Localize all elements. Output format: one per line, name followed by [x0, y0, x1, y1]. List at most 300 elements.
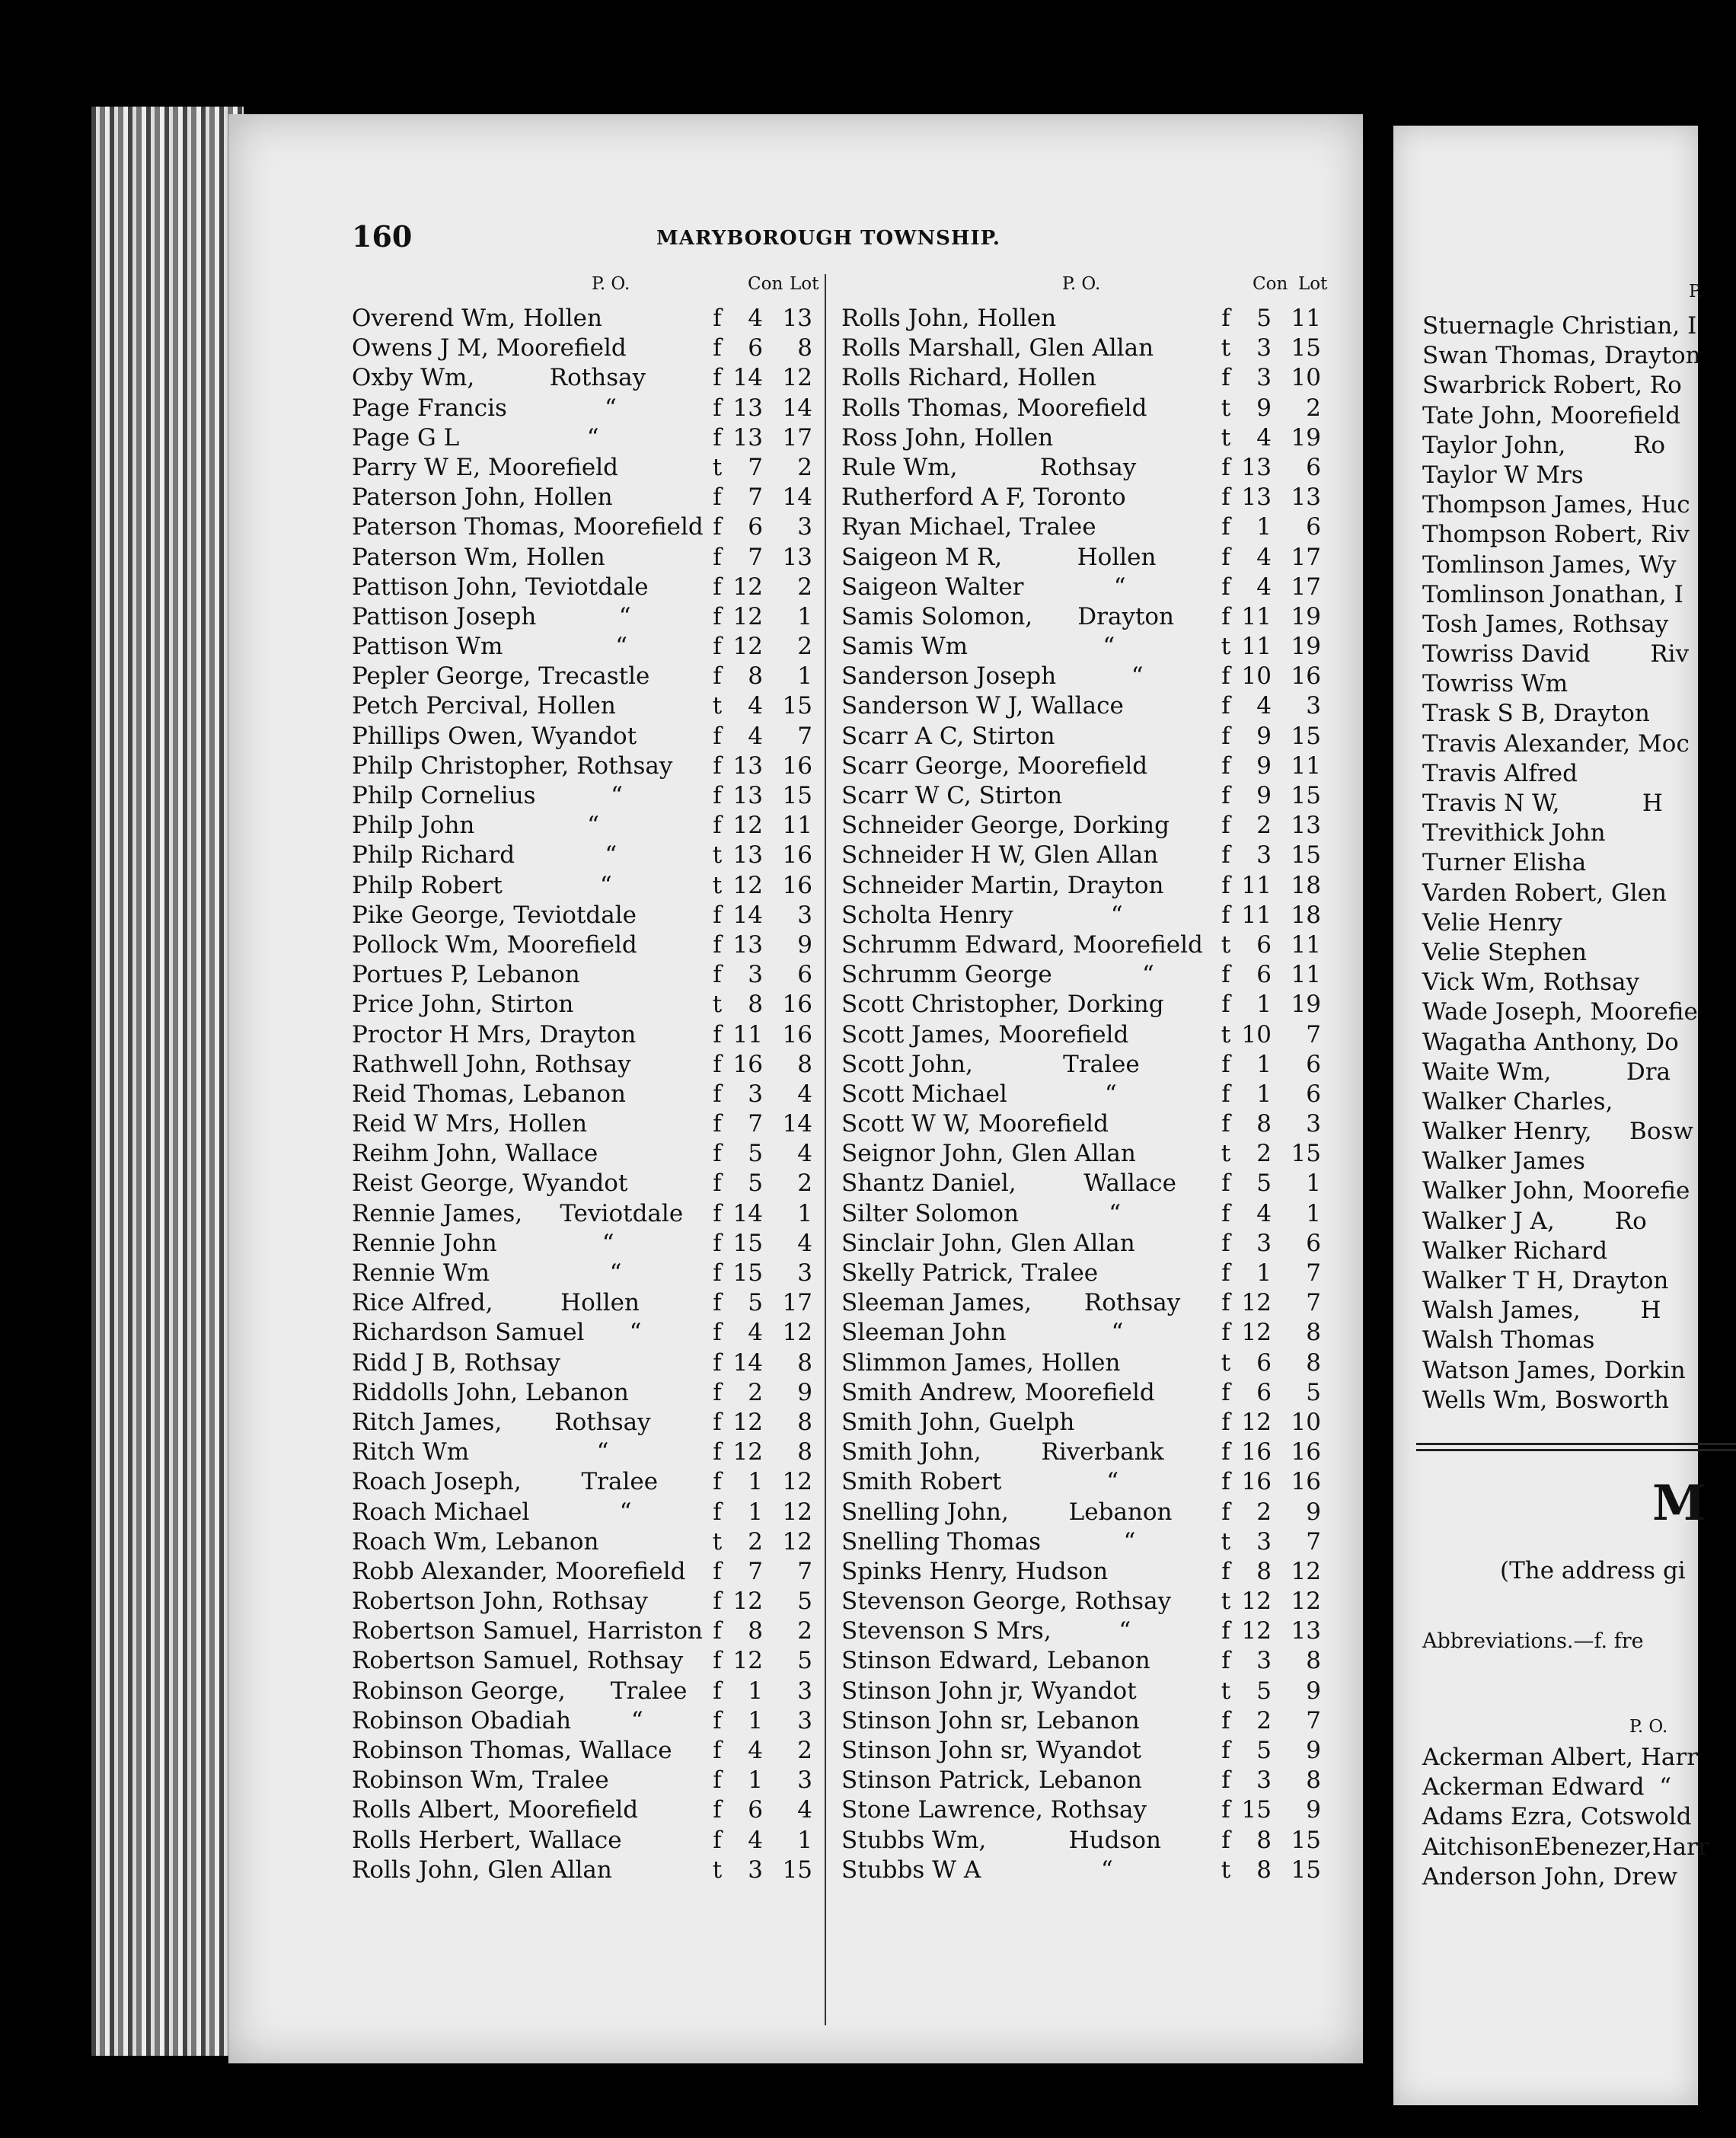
concession-number: 12: [732, 1408, 763, 1436]
column-divider: [825, 274, 826, 2025]
entry-name: Paterson Thomas, Moorefield: [352, 513, 704, 541]
tenure-code: f: [713, 1080, 722, 1108]
directory-entry: [352, 513, 824, 543]
lot-number: 2: [797, 573, 812, 601]
entry-name: Velie Henry: [1422, 908, 1562, 937]
book-spine: [91, 107, 244, 2056]
tenure-code: f: [713, 1140, 722, 1168]
lot-number: 11: [1291, 930, 1321, 959]
entry-name: Price John, Stirton: [352, 991, 574, 1019]
directory-entry: [352, 782, 824, 812]
concession-number: 12: [732, 812, 763, 840]
tenure-code: f: [713, 812, 722, 840]
directory-entry: [352, 1438, 824, 1468]
lot-number: 4: [797, 1796, 812, 1824]
concession-number: 13: [732, 930, 763, 959]
concession-number: 4: [748, 305, 763, 332]
concession-number: 10: [1241, 662, 1272, 691]
directory-entry: [841, 782, 1344, 812]
lot-number: 3: [797, 1677, 812, 1705]
entry-name: Robinson George, Tralee: [352, 1677, 688, 1705]
entry-name: Tate John, Moorefield: [1422, 401, 1681, 429]
tenure-code: f: [1221, 662, 1230, 691]
left-page: [228, 114, 1363, 2063]
lot-number: 11: [782, 812, 812, 840]
right-page-partial: [1393, 126, 1709, 2105]
entry-name: Paterson John, Hollen: [352, 483, 613, 512]
lot-number: 17: [1291, 573, 1321, 601]
directory-entry: [841, 841, 1344, 871]
tenure-code: f: [1221, 1498, 1230, 1526]
entry-name: Walker James: [1422, 1147, 1585, 1176]
concession-number: 11: [1241, 633, 1272, 661]
concession-number: 1: [748, 1498, 763, 1526]
concession-number: 7: [748, 483, 763, 512]
directory-entry: [352, 1230, 824, 1259]
lot-number: 2: [1306, 394, 1321, 422]
entry-name: Tomlinson Jonathan, I: [1422, 580, 1683, 608]
lot-number: 7: [1306, 1289, 1321, 1317]
directory-entry: [1422, 700, 1727, 729]
tenure-code: f: [713, 901, 722, 929]
entry-name: Turner Elisha: [1422, 849, 1587, 877]
concession-number: 1: [748, 1706, 763, 1734]
entry-name: Reist George, Wyandot: [352, 1170, 628, 1198]
tenure-code: f: [1221, 1199, 1230, 1227]
lot-number: 7: [797, 722, 812, 750]
directory-entry: [352, 1737, 824, 1766]
concession-number: 11: [732, 1020, 763, 1048]
concession-number: 4: [1256, 692, 1272, 720]
directory-entry: [841, 991, 1344, 1020]
tenure-code: f: [1221, 782, 1230, 809]
tenure-code: t: [1221, 633, 1231, 661]
section-letter: M: [1652, 1475, 1706, 1532]
entry-name: Reid Thomas, Lebanon: [352, 1080, 626, 1108]
lot-number: 17: [782, 1289, 812, 1317]
directory-entry: [841, 334, 1344, 364]
lot-number: 15: [1291, 841, 1321, 870]
column-header: [1422, 282, 1727, 312]
concession-number: 12: [1241, 1617, 1272, 1645]
entry-name: Stinson Patrick, Lebanon: [841, 1766, 1142, 1795]
tenure-code: f: [1221, 1468, 1230, 1496]
directory-entry: [1422, 819, 1727, 849]
tenure-code: f: [713, 1468, 722, 1496]
lot-number: 18: [1291, 871, 1321, 899]
lot-number: 8: [1306, 1766, 1321, 1795]
directory-entry: [841, 1319, 1344, 1348]
directory-entry: [352, 573, 824, 603]
directory-entry: [841, 1051, 1344, 1080]
directory-entry: [841, 1827, 1344, 1856]
tenure-code: f: [713, 513, 722, 541]
directory-entry: [841, 1349, 1344, 1379]
entry-name: Portues P, Lebanon: [352, 961, 580, 989]
page-header: [352, 219, 1357, 257]
entry-name: Scarr W C, Stirton: [841, 782, 1063, 809]
tenure-code: t: [712, 841, 723, 870]
directory-column-right: [841, 274, 1344, 1886]
directory-entry: [841, 364, 1344, 394]
tenure-code: f: [713, 1826, 722, 1854]
tenure-code: f: [713, 394, 722, 422]
tenure-code: f: [713, 1677, 722, 1705]
section-rule: [1416, 1443, 1736, 1445]
directory-entry: [841, 1528, 1344, 1558]
directory-entry: [1422, 670, 1727, 700]
concession-number: 14: [732, 364, 763, 392]
directory-entry: [1422, 551, 1727, 581]
entry-name: Scott W W, Moorefield: [841, 1110, 1109, 1138]
concession-number: 13: [732, 751, 763, 780]
lot-number: 19: [1291, 991, 1321, 1019]
entry-name: Sanderson W J, Wallace: [841, 692, 1124, 720]
concession-number: 8: [748, 991, 763, 1019]
directory-entry: [352, 1021, 824, 1051]
entry-name: Travis Alexander, Moc: [1422, 729, 1690, 758]
entry-name: Wagatha Anthony, Do: [1422, 1028, 1679, 1056]
concession-number: 12: [732, 573, 763, 601]
tenure-code: f: [1221, 812, 1230, 840]
lot-number: 8: [1306, 1647, 1321, 1675]
address-note: (The address gi: [1500, 1557, 1686, 1584]
tenure-code: f: [713, 1706, 722, 1734]
entry-name: Robertson John, Rothsay: [352, 1588, 648, 1616]
concession-number: 4: [748, 1826, 763, 1854]
directory-entry: [1422, 849, 1727, 879]
tenure-code: f: [713, 633, 722, 661]
tenure-code: f: [1221, 483, 1230, 512]
tenure-code: f: [1221, 991, 1230, 1019]
tenure-code: f: [713, 1289, 722, 1317]
directory-entry: [841, 692, 1344, 722]
concession-number: 13: [732, 841, 763, 870]
entry-name: Stevenson S Mrs, “: [841, 1617, 1131, 1645]
entry-name: Stuernagle Christian, I: [1422, 312, 1697, 340]
directory-entry: [1422, 1029, 1727, 1058]
tenure-code: f: [1221, 1796, 1230, 1824]
concession-number: 7: [748, 1110, 763, 1138]
directory-entry: [352, 1498, 824, 1528]
directory-entry: [841, 1259, 1344, 1289]
directory-entry: [352, 1170, 824, 1199]
concession-number: 9: [1256, 722, 1272, 750]
concession-number: 12: [1241, 1588, 1272, 1616]
concession-number: 5: [1256, 305, 1272, 332]
directory-entry: [1422, 1177, 1727, 1207]
directory-entry: [352, 1259, 824, 1289]
concession-number: 11: [1241, 871, 1272, 899]
entry-name: Samis Solomon, Drayton: [841, 602, 1175, 630]
page-number: 160: [352, 219, 413, 254]
directory-column-left: [352, 274, 824, 1886]
directory-entry: [352, 723, 824, 752]
concession-number: 7: [748, 1557, 763, 1585]
lot-number: 9: [1306, 1737, 1321, 1764]
directory-entry: [352, 1110, 824, 1140]
entry-name: Travis Alfred: [1422, 759, 1578, 787]
directory-entry: [1422, 1088, 1727, 1118]
directory-entry: [841, 633, 1344, 662]
concession-number: 13: [732, 782, 763, 809]
entry-name: Velie Stephen: [1422, 938, 1588, 966]
tenure-code: f: [1221, 1080, 1230, 1108]
tenure-code: f: [713, 1229, 722, 1257]
directory-entry: [1422, 1237, 1727, 1267]
tenure-code: f: [1221, 1259, 1230, 1287]
po-heading: P. O.: [1062, 274, 1101, 294]
lot-number: 16: [1291, 662, 1321, 691]
tenure-code: f: [713, 364, 722, 392]
entry-name: Page G L “: [352, 423, 599, 452]
column-header: [352, 274, 824, 305]
entry-name: Trask S B, Drayton: [1422, 700, 1650, 728]
entry-name: Owens J M, Moorefield: [352, 334, 627, 362]
entry-name: Spinks Henry, Hudson: [841, 1557, 1109, 1585]
tenure-code: t: [1221, 1140, 1231, 1168]
tenure-code: t: [1221, 394, 1231, 422]
lot-number: 12: [1291, 1557, 1321, 1585]
lot-number: 6: [1306, 453, 1321, 481]
entry-name: Trevithick John: [1422, 819, 1606, 847]
directory-entry: [1422, 790, 1727, 819]
tenure-code: f: [713, 423, 722, 452]
directory-entry: [841, 394, 1344, 424]
concession-number: 5: [748, 1140, 763, 1168]
concession-number: 2: [1256, 812, 1272, 840]
entry-name: Ryan Michael, Tralee: [841, 513, 1096, 541]
directory-entry: [352, 364, 824, 394]
concession-number: 1: [1256, 1259, 1272, 1287]
entry-name: Ackerman Albert, Harr: [1422, 1744, 1699, 1771]
concession-number: 13: [732, 394, 763, 422]
tenure-code: f: [713, 1050, 722, 1078]
directory-entry: [841, 1647, 1344, 1677]
directory-entry: [841, 513, 1344, 543]
directory-entry: [352, 1080, 824, 1110]
directory-entry: [352, 1051, 824, 1080]
tenure-code: f: [713, 305, 722, 332]
entry-name: Taylor John, Ro: [1422, 431, 1666, 459]
entry-name: Stone Lawrence, Rothsay: [841, 1796, 1147, 1824]
directory-entry: [1422, 1803, 1727, 1833]
lot-number: 12: [1291, 1588, 1321, 1616]
lot-number: 6: [1306, 1080, 1321, 1108]
tenure-code: f: [1221, 1170, 1230, 1198]
entry-name: Slimmon James, Hollen: [841, 1348, 1121, 1377]
entry-name: Snelling Thomas “: [841, 1527, 1136, 1556]
tenure-code: f: [713, 483, 722, 512]
directory-entry: [352, 394, 824, 424]
tenure-code: f: [1221, 692, 1230, 720]
entry-name: Robinson Wm, Tralee: [352, 1766, 609, 1795]
concession-number: 8: [1256, 1110, 1272, 1138]
concession-number: 12: [732, 1647, 763, 1675]
directory-entry: [1422, 1744, 1727, 1773]
lot-number: 16: [782, 871, 812, 899]
concession-number: 6: [1256, 1348, 1272, 1377]
entry-name: Thompson James, Huc: [1422, 491, 1690, 519]
tenure-code: f: [713, 1110, 722, 1138]
concession-number: 4: [748, 1319, 763, 1347]
concession-number: 9: [1256, 782, 1272, 809]
tenure-code: f: [713, 1170, 722, 1198]
lot-number: 8: [797, 1050, 812, 1078]
directory-entry: [841, 1200, 1344, 1230]
lot-number: 15: [782, 692, 812, 720]
entry-name: Philp Robert “: [352, 871, 612, 899]
concession-number: 5: [1256, 1170, 1272, 1198]
directory-entry: [841, 752, 1344, 782]
directory-entry: [352, 1856, 824, 1886]
directory-entry: [352, 1796, 824, 1826]
entry-name: Smith John, Riverbank: [841, 1438, 1164, 1466]
concession-number: 6: [1256, 930, 1272, 959]
entry-name: Adams Ezra, Cotswold: [1422, 1803, 1692, 1831]
concession-number: 6: [748, 334, 763, 362]
concession-number: 1: [748, 1468, 763, 1496]
entry-name: Swan Thomas, Drayton: [1422, 342, 1701, 370]
lot-number: 9: [1306, 1498, 1321, 1526]
directory-entry: [1422, 342, 1727, 372]
concession-number: 15: [732, 1259, 763, 1287]
lot-number: 15: [1291, 1140, 1321, 1168]
entry-name: Ridd J B, Rothsay: [352, 1348, 560, 1377]
entry-name: Seignor John, Glen Allan: [841, 1140, 1136, 1168]
lot-number: 1: [797, 1199, 812, 1227]
entry-name: Rutherford A F, Toronto: [841, 483, 1126, 512]
concession-number: 2: [1256, 1140, 1272, 1168]
directory-entry: [352, 872, 824, 901]
entry-name: Scott Michael “: [841, 1080, 1117, 1108]
entry-name: Walker Richard: [1422, 1237, 1608, 1265]
tenure-code: f: [1221, 1617, 1230, 1645]
entry-list-next-page-2: [1422, 1744, 1727, 1893]
tenure-code: t: [712, 1527, 723, 1556]
lot-number: 1: [1306, 1199, 1321, 1227]
tenure-code: f: [713, 1796, 722, 1824]
entry-name: Sinclair John, Glen Allan: [841, 1229, 1135, 1257]
lot-number: 8: [1306, 1348, 1321, 1377]
entry-name: Philp Cornelius “: [352, 782, 623, 809]
directory-entry: [1422, 312, 1727, 342]
concession-number: 12: [732, 1588, 763, 1616]
directory-entry: [352, 841, 824, 871]
directory-entry: [841, 1379, 1344, 1409]
entry-name: Towriss Wm: [1422, 670, 1568, 698]
directory-entry: [841, 662, 1344, 692]
entry-name: Thompson Robert, Riv: [1422, 521, 1690, 549]
directory-entry: [1422, 1118, 1727, 1147]
lot-number: 5: [797, 1588, 812, 1616]
concession-number: 8: [748, 1617, 763, 1645]
concession-number: 3: [1256, 841, 1272, 870]
concession-number: 14: [732, 1199, 763, 1227]
concession-number: 16: [732, 1050, 763, 1078]
concession-number: 8: [1256, 1557, 1272, 1585]
tenure-code: t: [1221, 334, 1231, 362]
entry-name: Tomlinson James, Wy: [1422, 550, 1677, 579]
entry-name: Smith Robert “: [841, 1468, 1119, 1496]
lot-number: 2: [797, 453, 812, 481]
entry-name: Smith Andrew, Moorefield: [841, 1378, 1155, 1406]
tenure-code: t: [712, 453, 723, 481]
tenure-code: t: [1221, 1020, 1231, 1048]
lot-number: 13: [782, 543, 812, 571]
lot-number: 12: [782, 1468, 812, 1496]
directory-entry: [352, 931, 824, 961]
lot-number: 9: [1306, 1677, 1321, 1705]
concession-number: 14: [732, 1348, 763, 1377]
tenure-code: f: [1221, 573, 1230, 601]
entry-name: Overend Wm, Hollen: [352, 305, 602, 332]
directory-entry: [841, 1766, 1344, 1796]
tenure-code: t: [1221, 1588, 1231, 1616]
lot-number: 1: [797, 1826, 812, 1854]
tenure-code: f: [713, 782, 722, 809]
lot-number: 19: [1291, 423, 1321, 452]
tenure-code: f: [1221, 513, 1230, 541]
lot-number: 15: [782, 782, 812, 809]
concession-number: 6: [748, 1796, 763, 1824]
lot-heading: Lot: [1298, 274, 1328, 294]
entry-name: Scott John, Tralee: [841, 1050, 1140, 1078]
po-heading: P. O.: [1629, 1717, 1668, 1737]
entry-name: Pattison John, Teviotdale: [352, 573, 649, 601]
entry-name: Rolls Richard, Hollen: [841, 364, 1096, 392]
entry-name: Scholta Henry “: [841, 901, 1123, 929]
section-rule: [1416, 1449, 1736, 1451]
tenure-code: f: [713, 1348, 722, 1377]
concession-number: 5: [748, 1170, 763, 1198]
tenure-code: t: [1221, 1527, 1231, 1556]
lot-number: 4: [797, 1229, 812, 1257]
directory-entry: [841, 931, 1344, 961]
lot-number: 13: [1291, 1617, 1321, 1645]
tenure-code: f: [1221, 1289, 1230, 1317]
lot-number: 11: [1291, 305, 1321, 332]
entry-name: Tosh James, Rothsay: [1422, 610, 1669, 638]
directory-entry: [841, 812, 1344, 841]
directory-entry: [1422, 1863, 1727, 1893]
directory-entry: [352, 901, 824, 931]
entry-name: Philp Christopher, Rothsay: [352, 751, 673, 780]
entry-list-right: [841, 305, 1344, 1886]
lot-number: 3: [797, 513, 812, 541]
entry-name: Stinson John jr, Wyandot: [841, 1677, 1137, 1705]
directory-entry: [1422, 1326, 1727, 1356]
entry-name: Rule Wm, Rothsay: [841, 453, 1137, 481]
lot-number: 16: [782, 1020, 812, 1048]
concession-number: 4: [1256, 1199, 1272, 1227]
entry-name: Stinson Edward, Lebanon: [841, 1647, 1150, 1675]
entry-name: Pollock Wm, Moorefield: [352, 930, 637, 959]
con-heading: Con: [1253, 274, 1288, 294]
tenure-code: f: [1221, 543, 1230, 571]
concession-number: 5: [1256, 1737, 1272, 1764]
tenure-code: f: [1221, 1737, 1230, 1764]
entry-name: Waite Wm, Dra: [1422, 1058, 1671, 1086]
lot-number: 15: [1291, 1826, 1321, 1854]
lot-number: 15: [782, 1856, 812, 1884]
lot-number: 17: [1291, 543, 1321, 571]
tenure-code: f: [1221, 602, 1230, 630]
concession-number: 1: [1256, 513, 1272, 541]
concession-number: 6: [748, 513, 763, 541]
directory-entry: [841, 544, 1344, 573]
entry-name: Robertson Samuel, Harriston: [352, 1617, 703, 1645]
